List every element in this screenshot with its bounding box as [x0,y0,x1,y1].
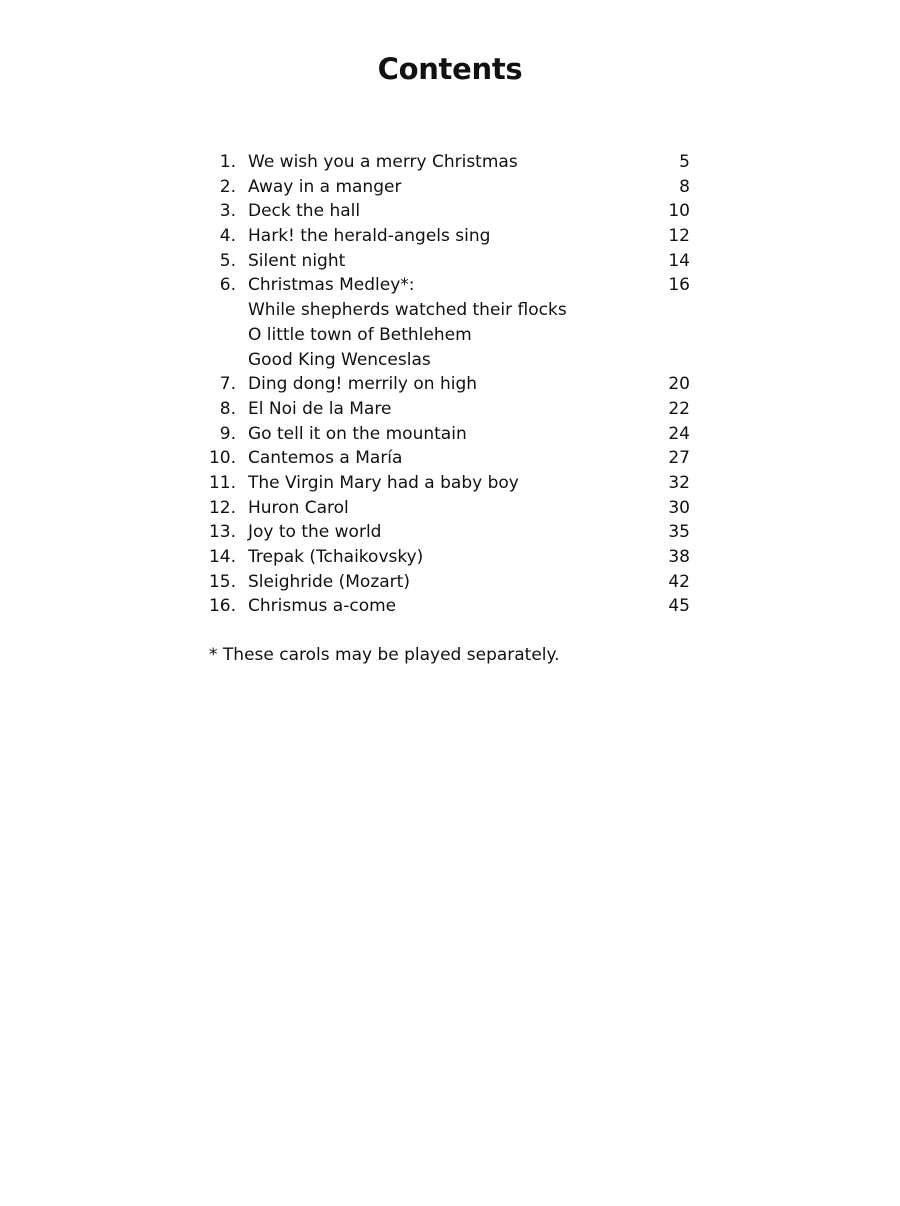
toc-entry-number: 11. [208,472,236,493]
toc-entry-number: 10. [208,448,236,469]
toc-entry-title: Go tell it on the mountain [248,423,467,444]
toc-entry-page: 42 [668,571,690,592]
toc-entry [200,175,692,200]
toc-entry-number: 4. [219,226,236,247]
toc-entry-title: Hark! the herald-angels sing [248,226,491,247]
toc-entry-number: 1. [219,152,236,172]
toc-entry-page: 8 [679,176,690,197]
toc-entry-number: 2. [219,176,236,197]
toc-entry-page: 32 [668,472,690,493]
table-of-contents [200,150,692,619]
toc-entry-title: Ding dong! merrily on high [248,374,478,395]
toc-entry-title: Sleighride (Mozart) [248,571,410,592]
toc-entry [200,249,692,274]
toc-entry-number: 5. [219,250,236,271]
toc-entry-title: Trepak (Tchaikovsky) [248,547,424,567]
toc-entry [200,372,692,397]
toc-entry [200,422,692,447]
toc-entry [200,199,692,224]
toc-entry-title: Silent night [248,250,346,271]
toc-entry-page: 22 [668,398,690,419]
toc-entry [200,446,692,471]
toc-entry-title: Joy to the world [248,522,382,543]
toc-entry [200,348,692,373]
toc-entry-title: Cantemos a María [248,448,403,469]
toc-entry-number: 15. [208,571,236,592]
toc-entry [200,397,692,422]
toc-entry-page: 45 [668,596,690,617]
toc-entry-title: We wish you a merry Christmas [248,152,518,172]
toc-entry-number: 16. [208,596,236,617]
toc-entry-title: The Virgin Mary had a baby boy [248,472,519,493]
toc-entry-page: 20 [668,374,690,395]
toc-entry [200,471,692,496]
toc-entry-page: 24 [668,423,690,444]
toc-entry [200,570,692,595]
toc-entry-page: 16 [668,275,690,296]
toc-entry-number: 7. [219,374,236,395]
toc-entry-page: 38 [668,547,690,567]
toc-entry [200,224,692,249]
toc-entry-number: 8. [219,398,236,419]
toc-entry-page: 35 [668,522,690,543]
toc-entry-title: Huron Carol [248,497,349,518]
toc-entry-number: 3. [219,201,236,222]
toc-entry-number: 9. [219,423,236,444]
toc-entry-page: 10 [668,201,690,222]
toc-entry-title: Deck the hall [248,201,361,222]
toc-entry [200,496,692,521]
toc-entry-number: 6. [219,275,236,296]
toc-entry [200,150,692,175]
toc-entry [200,545,692,570]
toc-entry-title: Away in a manger [248,176,402,197]
toc-entry-page: 30 [668,497,690,518]
toc-entry-title: While shepherds watched their flocks [248,300,567,321]
toc-entry [200,298,692,323]
toc-entry-page: 5 [679,152,690,172]
toc-entry-title: Christmas Medley*: [248,275,415,296]
toc-entry-title: Chrismus a-come [248,596,397,617]
toc-entry-number: 14. [208,547,236,567]
toc-entry-number: 12. [208,497,236,518]
footnote: * These carols may be played separately. [209,645,560,665]
toc-entry-title: El Noi de la Mare [248,398,392,419]
toc-entry-title: Good King Wenceslas [248,349,431,370]
toc-entry [200,323,692,348]
toc-entry-page: 27 [668,448,690,469]
toc-entry [200,273,692,298]
page-title: Contents [377,52,523,86]
toc-entry [200,594,692,619]
toc-entry-page: 12 [668,226,690,247]
toc-entry-title: O little town of Bethlehem [248,324,472,345]
toc-entry-number: 13. [208,522,236,543]
toc-entry-page: 14 [668,250,690,271]
toc-entry [200,520,692,545]
